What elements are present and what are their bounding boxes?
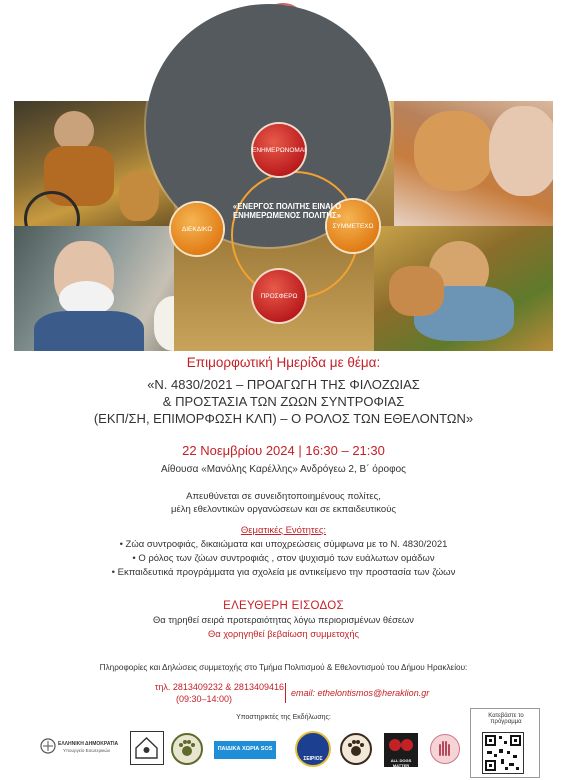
node-inform: ΕΝΗΜΕΡΩΝΟΜΑΙ	[253, 124, 305, 176]
photo-child-with-beagle	[374, 226, 553, 351]
audience-line-2: μέλη εθελοντικών οργανώσεων και σε εκπαιδευτικούς	[171, 504, 396, 515]
beagle-shape	[389, 266, 444, 316]
sponsors-heading: Υποστηρικτές της Εκδήλωσης:	[236, 714, 331, 721]
dog-shape	[119, 171, 159, 221]
photo-girl-with-puppy	[394, 101, 553, 226]
girl-face-shape	[489, 106, 553, 196]
certificate-note: Θα χορηγηθεί βεβαίωση συμμετοχής	[208, 629, 359, 639]
event-topic-line-3: (ΕΚΠ/ΣΗ, ΕΠΙΜΟΡΦΩΣΗ ΚΛΠ) – Ο ΡΟΛΟΣ ΤΩΝ ΕΘΕΛΟΝΤΩΝ»	[93, 411, 474, 426]
theme-item: • Ζώα συντροφιάς, δικαιώματα και υποχρεώσεις σύμφωνα με το Ν. 4830/2021	[119, 539, 448, 550]
contact-divider	[285, 683, 286, 703]
diagram-center-slogan: «ΕΝΕΡΓΟΣ ΠΟΛΙΤΗΣ ΕΙΝΑΙ Ο ΕΝΗΜΕΡΩΜΕΝΟΣ ΠΟΛΙΤΗΣ»	[232, 202, 342, 220]
contact-email[interactable]: email: ethelontismos@heraklion.gr	[291, 688, 430, 698]
person-figure	[54, 111, 94, 151]
sponsor-gov-sub: Υπουργείο Εσωτερικών	[63, 748, 111, 753]
node-claim: ΔΙΕΚΔΙΚΩ	[171, 203, 223, 255]
qr-label: Κατεβάστε το πρόγραμμα	[488, 713, 524, 725]
node-participate: ΣΥΜΜΕΤΕΧΩ	[327, 200, 379, 252]
sponsor-gov-name: ΕΛΛΗΝΙΚΗ ΔΗΜΟΚΡΑΤΙΑ	[58, 741, 119, 747]
theme-item: • Εκπαιδευτικά προγράμματα για σχολεία με αντικείμενο την προστασία των ζώων	[111, 567, 456, 578]
contact-phones: τηλ. 2813409232 & 2813409416	[154, 682, 284, 692]
sos-villages-logo: ΠΑΙΔΙΚΑ ΧΩΡΙΑ SOS	[214, 741, 276, 759]
puppy-shape	[414, 111, 494, 191]
qr-code-icon[interactable]	[482, 732, 524, 774]
event-topic-line-2: & ΠΡΟΣΤΑΣΙΑ ΤΩΝ ΖΩΩΝ ΣΥΝΤΡΟΦΙΑΣ	[162, 394, 405, 409]
event-intro: Επιμορφωτική Ημερίδα με θέμα:	[186, 355, 381, 370]
priority-note: Θα τηρηθεί σειρά προτεραιότητας λόγω περιορισμένων θέσεων	[153, 615, 414, 625]
dog-paw-logo-icon	[340, 733, 372, 765]
greek-state-emblem-icon	[40, 738, 56, 754]
free-entry-label: ΕΛΕΥΘΕΡΗ ΕΙΣΟΔΟΣ	[223, 600, 344, 612]
event-venue: Αίθουσα «Μανόλης Καρέλλης» Ανδρόγεω 2, Β΄ όροφος	[161, 464, 406, 475]
event-topic-line-1: «Ν. 4830/2021 – ΠΡΟΑΓΩΓΗ ΤΗΣ ΦΙΛΟΖΩΙΑΣ	[147, 377, 420, 392]
contact-info: Πληροφορίες και Δηλώσεις συμμετοχής στο Τμήμα Πολιτισμού & Εθελοντισμού του Δήμου Ηρακλείου:	[99, 663, 468, 672]
theme-item: • Ο ρόλος των ζώων συντροφιάς , στον ψυχισμό των ευάλωτων ομάδων	[132, 553, 435, 564]
paw-association-logo-icon	[171, 733, 203, 765]
contact-hours: (09:30–14:00)	[175, 694, 233, 704]
house-logo-icon	[130, 731, 164, 765]
node-offer: ΠΡΟΣΦΕΡΩ	[253, 270, 305, 322]
seirios-logo-text: ΣΕΙΡΙΟΣ	[303, 756, 323, 762]
hand-logo-icon	[430, 734, 460, 764]
shirt-shape	[34, 311, 144, 351]
event-date-time: 22 Νοεμβρίου 2024 | 16:30 – 21:30	[182, 443, 385, 458]
audience-line-1: Απευθύνεται σε συνειδητοποιημένους πολίτες,	[186, 491, 381, 502]
themes-heading: Θεματικές Ενότητες:	[240, 525, 327, 536]
all-dogs-matter-text: ALL DOGS MATTER	[390, 758, 412, 768]
